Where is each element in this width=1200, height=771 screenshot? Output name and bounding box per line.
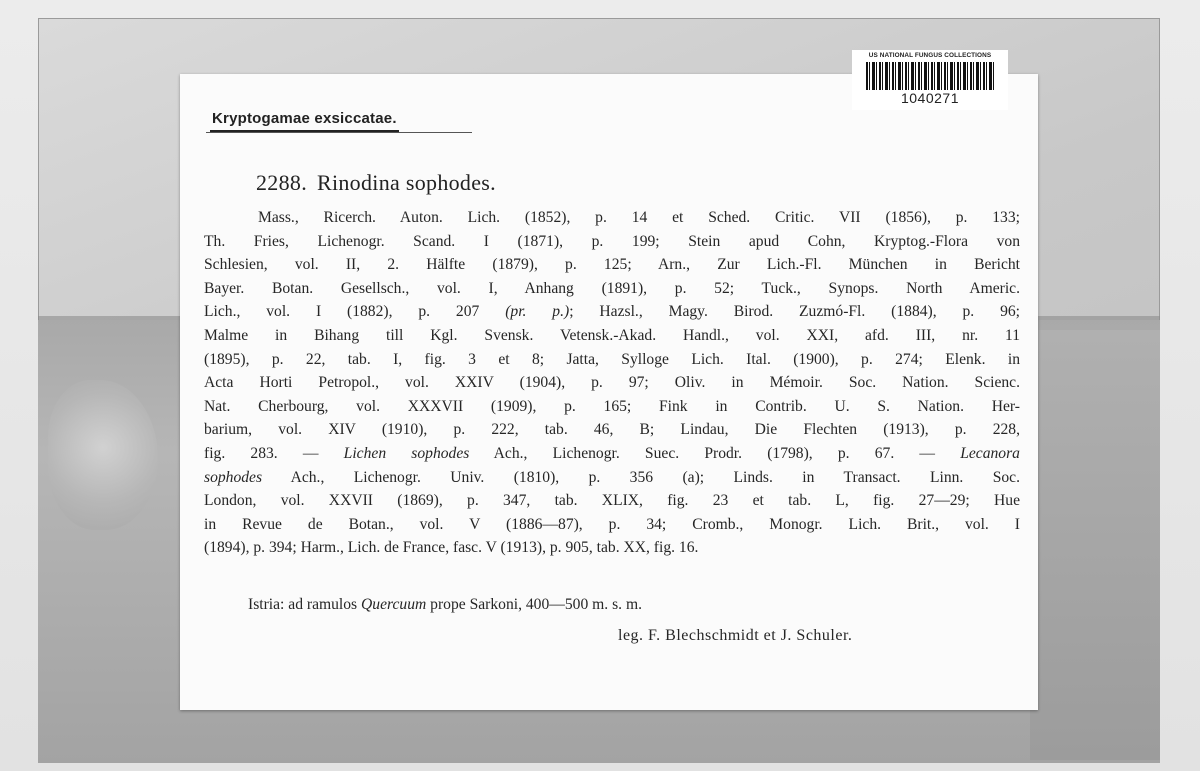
reference-text: (1894), p. 394; Harm., Lich. de France, fasc. V (1913), p. 905, tab. XX, fig. 16. bbox=[204, 539, 699, 557]
literature-references bbox=[204, 206, 1020, 560]
series-title: Kryptogamae exsiccatae. bbox=[210, 110, 399, 132]
reference-text: fig. 283. — bbox=[204, 444, 344, 462]
reference-italic-text: Lecanora bbox=[960, 444, 1020, 462]
locality-text: ad ramulos bbox=[284, 596, 362, 613]
reference-line bbox=[204, 418, 1020, 442]
reference-text: in Revue de Botan., vol. V (1886—87), p. 34; Cromb., Monogr. Lich. Brit., vol. I bbox=[204, 515, 1020, 533]
reference-line bbox=[204, 395, 1020, 419]
reference-italic-text: sophodes bbox=[204, 468, 263, 486]
taxon-heading bbox=[256, 170, 496, 196]
locality-host: Quercuum bbox=[361, 596, 427, 613]
reference-text: Lich., vol. I (1882), p. 207 bbox=[204, 303, 506, 321]
reference-line bbox=[204, 348, 1020, 372]
barcode-collection: US NATIONAL FUNGUS COLLECTIONS bbox=[868, 52, 992, 59]
reference-italic-text: (pr. p.) bbox=[505, 303, 570, 321]
reference-text: ; Hazsl., Magy. Birod. Zuzmó-Fl. (1884), p. 96; bbox=[569, 303, 1021, 321]
locality-line bbox=[248, 596, 642, 614]
reference-text: Acta Horti Petropol., vol. XXIV (1904), p. 97; Oliv. in Mémoir. Soc. Nation. Scienc. bbox=[204, 374, 1020, 392]
reference-text: Bayer. Botan. Gesellsch., vol. I, Anhang (1891), p. 52; Tuck., Synops. North Americ. bbox=[204, 279, 1020, 297]
reference-text: (1895), p. 22, tab. I, fig. 3 et 8; Jatta, Sylloge Lich. Ital. (1900), p. 274; Elenk. in bbox=[204, 350, 1020, 368]
taxon-name: Rinodina sophodes. bbox=[317, 170, 496, 195]
reference-line bbox=[204, 466, 1020, 490]
reference-text: Schlesien, vol. II, 2. Hälfte (1879), p. 125; Arn., Zur Lich.-Fl. München in Bericht bbox=[204, 256, 1020, 274]
collector-line: leg. F. Blechschmidt et J. Schuler. bbox=[618, 627, 853, 644]
reference-line bbox=[204, 300, 1020, 324]
reference-text: Mass., Ricerch. Auton. Lich. (1852), p. 14 et Sched. Critic. VII (1856), p. 133; bbox=[258, 209, 1020, 226]
reference-line bbox=[204, 324, 1020, 348]
locality-elevation: prope Sarkoni, 400—500 m. s. m. bbox=[426, 596, 642, 613]
reference-line bbox=[204, 277, 1020, 301]
locality-region: Istria: bbox=[248, 596, 285, 613]
reference-line bbox=[204, 536, 1020, 560]
barcode-sticker bbox=[852, 50, 1008, 110]
reference-line bbox=[204, 206, 1020, 230]
reference-text: Nat. Cherbourg, vol. XXXVII (1909), p. 165; Fink in Contrib. U. S. Nation. Her- bbox=[204, 397, 1020, 415]
reference-line bbox=[204, 489, 1020, 513]
packet-edge bbox=[1030, 330, 1160, 760]
specimen-label bbox=[180, 74, 1038, 710]
series-underline bbox=[206, 132, 472, 133]
barcode-bars bbox=[866, 62, 994, 90]
reference-line bbox=[204, 253, 1020, 277]
reference-line bbox=[204, 513, 1020, 537]
reference-line bbox=[204, 230, 1020, 254]
reference-line bbox=[204, 442, 1020, 466]
reference-text: London, vol. XXVII (1869), p. 347, tab. XLIX, fig. 23 et tab. L, fig. 27—29; Hue bbox=[204, 492, 1020, 510]
reference-text: Th. Fries, Lichenogr. Scand. I (1871), p. 199; Stein apud Cohn, Kryptog.-Flora von bbox=[204, 232, 1020, 250]
barcode-number: 1040271 bbox=[900, 90, 959, 106]
reference-text: barium, vol. XIV (1910), p. 222, tab. 46, B; Lindau, Die Flechten (1913), p. 228, bbox=[204, 421, 1020, 439]
reference-text: Ach., Lichenogr. Univ. (1810), p. 356 (a); Linds. in Transact. Linn. Soc. bbox=[262, 468, 1020, 486]
reference-italic-text: Lichen sophodes bbox=[343, 444, 470, 462]
reference-line bbox=[204, 371, 1020, 395]
reference-text: Ach., Lichenogr. Suec. Prodr. (1798), p. 67. — bbox=[469, 444, 961, 462]
reference-text: Malme in Bihang till Kgl. Svensk. Vetensk.-Akad. Handl., vol. XXI, afd. III, nr. 11 bbox=[204, 326, 1020, 344]
exsiccata-number: 2288. bbox=[256, 170, 307, 195]
